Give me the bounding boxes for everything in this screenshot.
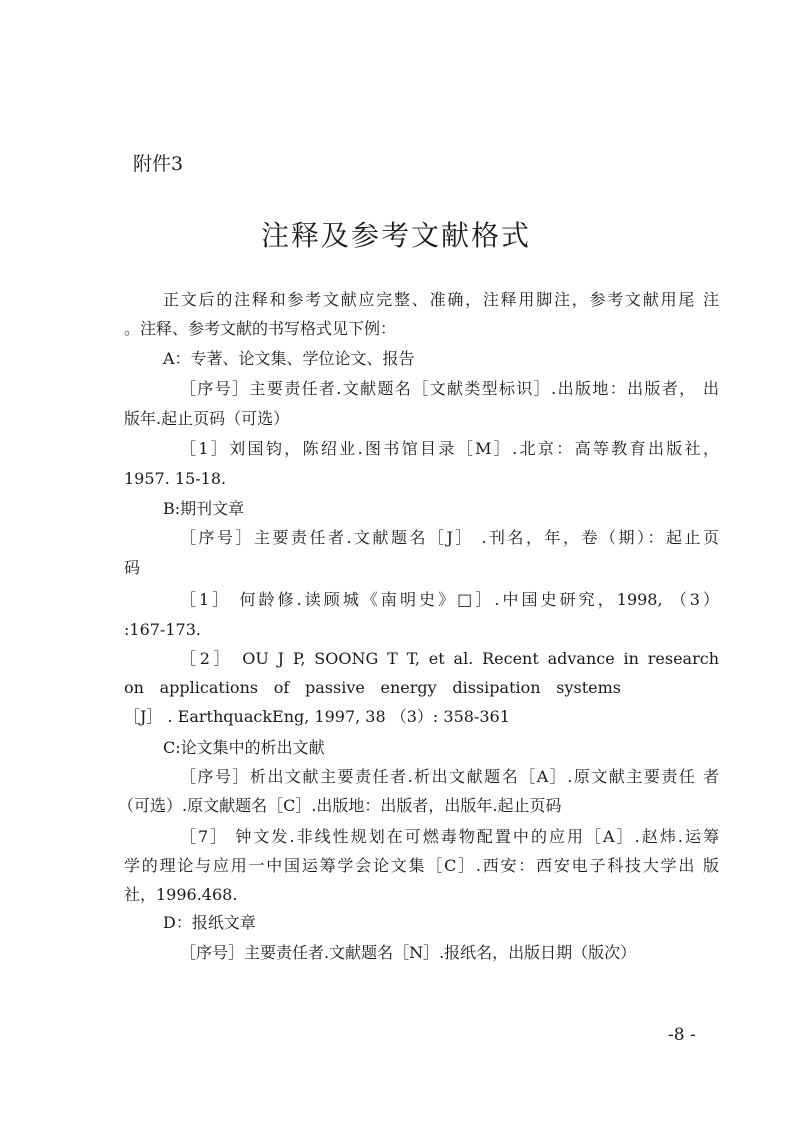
document-title: 注释及参考文献格式	[260, 219, 531, 252]
section-b-example2-line-1: ［2］ OU J P, SOONG T T, et al. Recent advance in research	[180, 649, 719, 668]
annex-label: 附件3	[133, 153, 184, 175]
section-a-example-line-1: ［1］刘国钧，陈绍业.图书馆目录［M］.北京：高等教育出版社，	[180, 439, 719, 458]
section-b-example1-line-1: ［1］ 何龄修.读顾城《南明史》□］.中国史研究，1998, （3）	[180, 590, 719, 609]
section-c-example-line-3: 社，1996.468.	[124, 885, 238, 904]
section-b-format-line-2: 码	[124, 558, 141, 577]
section-b-example2-line-3: ［J］ . EarthquackEng, 1997, 38 （3）: 358-361	[124, 707, 510, 726]
section-c-example-line-1: ［7］ 钟文发.非线性规划在可燃毒物配置中的应用［A］.赵炜.运筹	[180, 827, 719, 846]
section-c-format-line-2: （可选）.原文献题名［C］.出版地：出版者，出版年.起止页码	[118, 796, 562, 815]
section-b-example2-line-2: on applications of passive energy dissipation systems	[124, 678, 621, 697]
section-d-heading: D：报纸文章	[163, 913, 256, 932]
intro-line-2: 。注释、参考文献的书写格式见下例：	[124, 319, 397, 338]
page-number: -8 -	[668, 1025, 696, 1045]
section-c-format-line-1: ［序号］析出文献主要责任者.析出文献题名［A］.原文献主要责任 者	[180, 767, 719, 786]
section-a-example-line-2: 1957. 15-18.	[124, 469, 227, 488]
section-c-example-line-2: 学的理论与应用一中国运筹学会论文集［C］.西安：西安电子科技大学出 版	[124, 856, 719, 875]
section-b-format-line-1: ［序号］主要责任者.文献题名［J］ .刊名，年，卷（期）：起止页	[180, 528, 719, 547]
section-d-format-line-1: ［序号］主要责任者.文献题名［N］.报纸名，出版日期（版次）	[180, 943, 637, 962]
section-b-example1-line-2: :167-173.	[124, 620, 201, 639]
section-a-format-line-2: 版年.起止页码（可选）	[124, 409, 290, 428]
section-b-heading: B:期刊文章	[163, 499, 245, 518]
section-a-format-line-1: ［序号］主要责任者.文献题名［文献类型标识］.出版地：出版者， 出	[180, 379, 719, 398]
section-c-heading: C:论文集中的析出文献	[163, 738, 325, 757]
intro-line-1: 正文后的注释和参考文献应完整、准确，注释用脚注，参考文献用尾 注	[163, 290, 719, 309]
section-a-heading: A：专著、论文集、学位论文、报告	[163, 349, 415, 368]
